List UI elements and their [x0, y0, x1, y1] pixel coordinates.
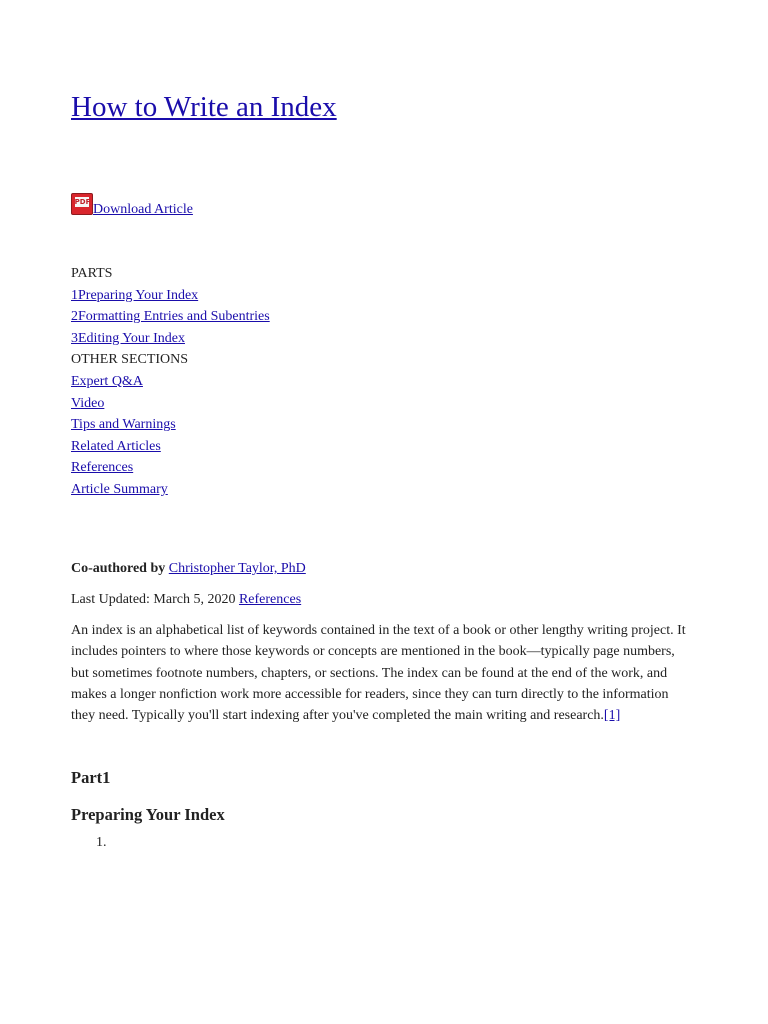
intro-text: An index is an alphabetical list of keywords contained in the text of a book or other lengthy writing project. It includes pointers to where those keywords or concepts are mentioned in the book—typically page numbers, but sometimes footnote numbers, chapters, or sections. The index can be found at the end of the work, and makes a longer nonfiction work more accessible for readers, since they can turn directly to the information they need. Typically you'll start indexing after you've completed the main writing and research. — [71, 623, 686, 724]
toc-part-label: Preparing Your Index — [78, 287, 199, 303]
toc-parts-heading: PARTS — [71, 266, 113, 281]
last-updated-text: Last Updated: March 5, 2020 — [71, 592, 236, 607]
toc-other-heading: OTHER SECTIONS — [71, 352, 189, 368]
byline-prefix: Co-authored by — [71, 561, 166, 576]
toc-expert-qa-link[interactable]: Expert Q&A — [71, 373, 143, 389]
byline — [71, 560, 306, 578]
toc-part-label: Editing Your Index — [78, 330, 185, 346]
download-article[interactable] — [71, 193, 193, 215]
part-title-heading: Preparing Your Index — [71, 805, 225, 824]
toc-part-label: Formatting Entries and Subentries — [78, 309, 270, 325]
download-article-link[interactable]: Download Article — [93, 202, 193, 217]
citation-link[interactable]: [1] — [603, 708, 621, 724]
toc-part-num: 2 — [71, 309, 78, 325]
references-link[interactable]: References — [238, 592, 302, 607]
toc-part-num: 3 — [71, 330, 78, 346]
toc-video-link[interactable]: Video — [71, 395, 105, 411]
pdf-icon[interactable] — [71, 193, 93, 215]
intro-paragraph — [71, 620, 696, 726]
pdf-icon-text: PDF — [74, 198, 91, 206]
steps-list — [96, 834, 107, 852]
step-number: 1. — [96, 835, 107, 850]
toc-part-1-link[interactable] — [71, 288, 198, 303]
author-link[interactable]: Christopher Taylor, PhD — [168, 561, 306, 576]
toc-related-articles-link[interactable]: Related Articles — [71, 438, 161, 454]
toc-references-link[interactable]: References — [71, 460, 134, 476]
part-number-heading: Part1 — [71, 768, 111, 787]
toc-part-num: 1 — [71, 287, 78, 303]
toc-tips-warnings-link[interactable]: Tips and Warnings — [71, 417, 176, 433]
toc-part-3-link[interactable] — [71, 331, 185, 346]
table-of-contents — [71, 263, 270, 501]
toc-part-2-link[interactable] — [71, 309, 270, 324]
page-title — [71, 88, 337, 126]
title-link[interactable]: How to Write an Index — [71, 91, 337, 123]
toc-article-summary-link[interactable]: Article Summary — [71, 481, 168, 497]
last-updated — [71, 591, 301, 609]
